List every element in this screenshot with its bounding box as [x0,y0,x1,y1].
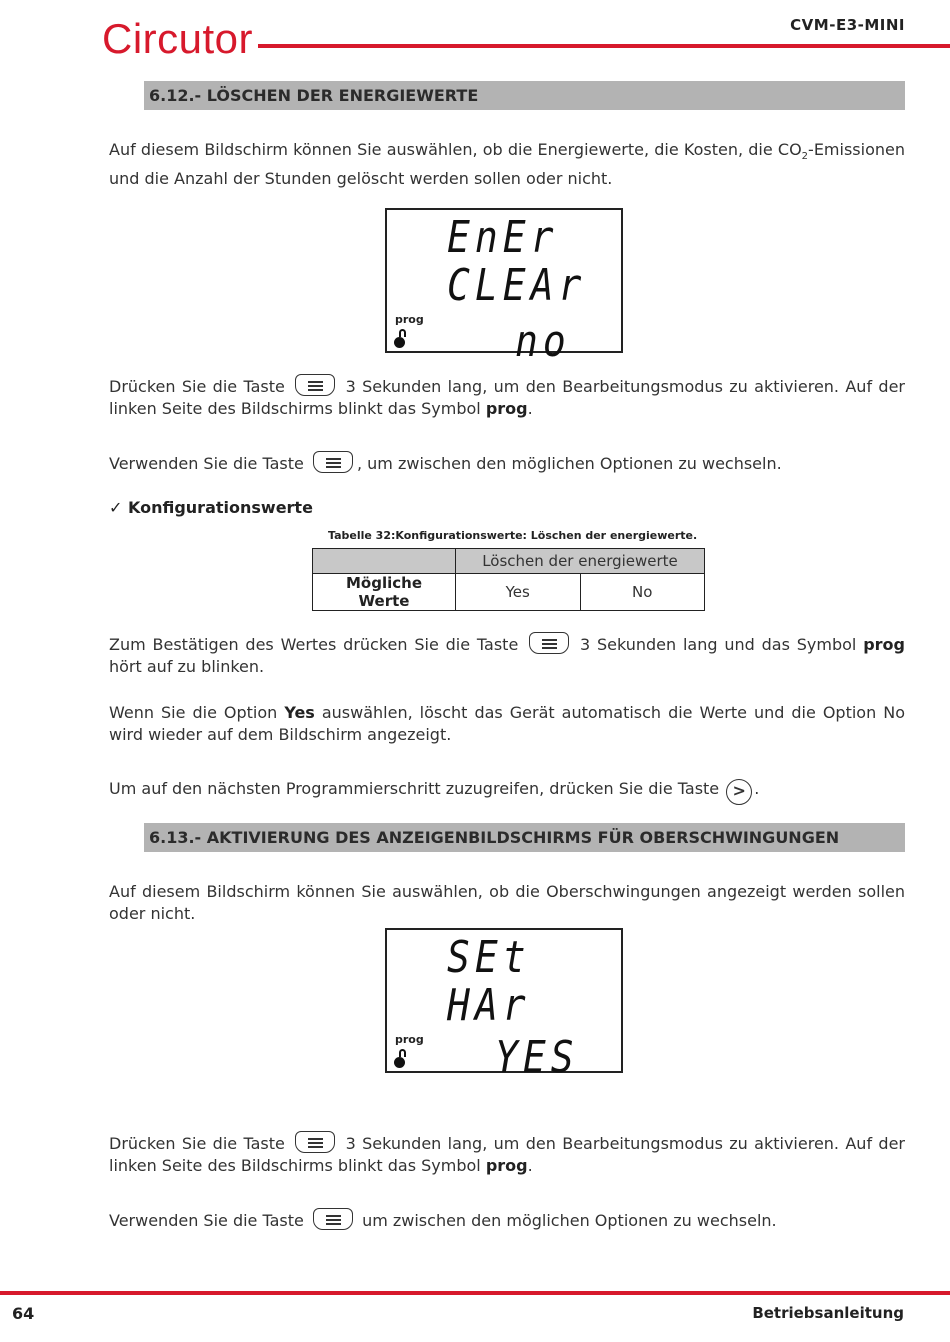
footer-rule [0,1291,950,1295]
menu-key-icon [295,374,335,396]
header-rule [258,44,950,48]
lcd-line-2: CLEAr [447,259,587,311]
lcd-value: YES [495,1031,579,1083]
menu-key-icon [313,1208,353,1230]
lock-open-icon [394,1057,405,1068]
instruction-confirm: Zum Bestätigen des Wertes drücken Sie die Taste 3 Sekunden lang und das Symbol prog hört auf zu blinken. [109,632,905,678]
table-empty-cell [313,549,456,574]
intro-paragraph: Auf diesem Bildschirm können Sie auswählen, ob die Energiewerte, die Kosten, die $CO_2$-Emissionen und die Anzahl der Stunden gelöscht werden sollen oder nicht. [109,140,905,188]
instruction-edit-mode: Drücken Sie die Taste 3 Sekunden lang, um den Bearbeitungsmodus zu aktivieren. Auf der linken Seite des Bildschirms blinkt das Symbol prog. [109,374,905,420]
document-name: Betriebsanleitung [752,1304,904,1322]
table-caption: Tabelle 32:Konfigurationswerte: Löschen der energiewerte. [328,529,698,542]
section-heading-6-13 [144,823,905,852]
section-title: 6.12.- LÖSCHEN DER ENERGIEWERTE [149,86,479,105]
lcd-display-energy-clear [385,208,623,367]
intro-paragraph-harmonics: Auf diesem Bildschirm können Sie auswählen, ob die Oberschwingungen angezeigt werden sollen oder nicht. [109,882,905,923]
lcd-value: no [515,315,571,367]
menu-key-icon [313,451,353,473]
lcd-line-2: HAr [447,979,531,1031]
lcd-line-1: SEt [447,931,531,983]
note-yes-option: Wenn Sie die Option Yes auswählen, löscht das Gerät automatisch die Werte und die Option No wird wieder auf dem Bildschirm angezeigt. [109,703,905,744]
table-row [313,574,705,611]
table-cell-no: No [580,574,705,611]
prog-label: prog [395,1033,424,1046]
model-name: CVM-E3-MINI [790,16,905,34]
circutor-logo: Circutor [102,15,254,62]
prog-label: prog [395,313,424,326]
instruction-edit-mode-2: Drücken Sie die Taste 3 Sekunden lang, um den Bearbeitungsmodus zu aktivieren. Auf der linken Seite des Bildschirms blinkt das Symbol prog. [109,1131,905,1177]
config-values-table [312,548,705,611]
table-row-label: Mögliche Werte [313,574,456,611]
lock-open-icon [394,337,405,348]
section-title: 6.13.- AKTIVIERUNG DES ANZEIGENBILDSCHIRMS FÜR OBERSCHWINGUNGEN [149,828,840,847]
lcd-line-1: EnEr [447,211,559,263]
lcd-display-set-harmonics [385,928,623,1083]
menu-key-icon [295,1131,335,1153]
instruction-next-step: Um auf den nächsten Programmierschritt zuzugreifen, drücken Sie die Taste > . [109,778,905,805]
config-values-heading: ✓ Konfigurationswerte [109,498,313,517]
table-cell-yes: Yes [456,574,581,611]
table-header: Löschen der energiewerte [456,549,705,574]
page-number: 64 [12,1304,35,1323]
next-arrow-key-icon: > [726,779,752,805]
section-heading-6-12 [144,81,905,110]
instruction-switch-options: Verwenden Sie die Taste , um zwischen den möglichen Optionen zu wechseln. [109,451,905,475]
table-row [313,549,705,574]
menu-key-icon [529,632,569,654]
instruction-switch-options-2: Verwenden Sie die Taste um zwischen den möglichen Optionen zu wechseln. [109,1208,905,1232]
